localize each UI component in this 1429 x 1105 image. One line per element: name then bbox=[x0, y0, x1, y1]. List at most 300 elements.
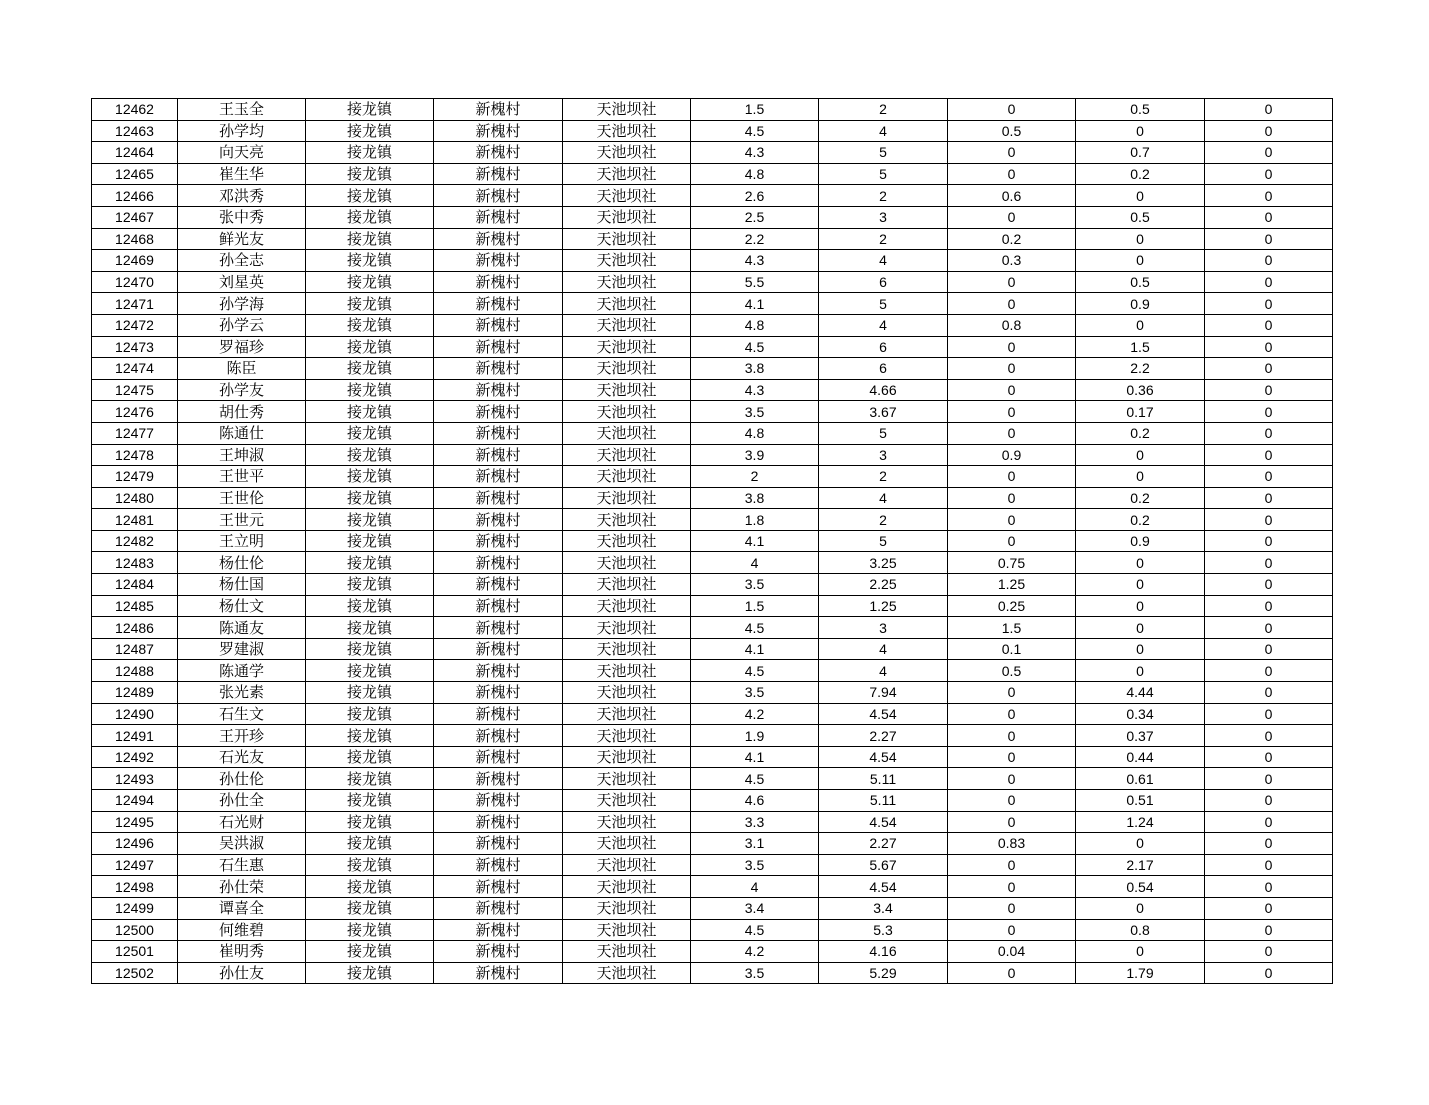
cell-group: 天池坝社 bbox=[563, 682, 691, 704]
cell-value-c: 0 bbox=[948, 99, 1076, 121]
cell-value-a: 4 bbox=[691, 876, 819, 898]
cell-town: 接龙镇 bbox=[306, 941, 434, 963]
cell-record-id: 12496 bbox=[92, 833, 178, 855]
cell-value-d: 0.5 bbox=[1076, 99, 1205, 121]
cell-group: 天池坝社 bbox=[563, 271, 691, 293]
table-row bbox=[92, 725, 1333, 747]
cell-town: 接龙镇 bbox=[306, 336, 434, 358]
cell-group: 天池坝社 bbox=[563, 422, 691, 444]
cell-value-c: 0 bbox=[948, 379, 1076, 401]
cell-value-c: 0 bbox=[948, 530, 1076, 552]
cell-value-c: 0.3 bbox=[948, 250, 1076, 272]
cell-value-e: 0 bbox=[1205, 790, 1333, 812]
cell-value-c: 0 bbox=[948, 401, 1076, 423]
cell-value-d: 0.9 bbox=[1076, 293, 1205, 315]
cell-person-name: 王世平 bbox=[178, 466, 306, 488]
cell-value-d: 0.9 bbox=[1076, 530, 1205, 552]
cell-value-d: 2.17 bbox=[1076, 854, 1205, 876]
cell-value-c: 0 bbox=[948, 509, 1076, 531]
cell-group: 天池坝社 bbox=[563, 185, 691, 207]
table-row bbox=[92, 660, 1333, 682]
cell-record-id: 12492 bbox=[92, 746, 178, 768]
table-row bbox=[92, 595, 1333, 617]
cell-value-d: 0 bbox=[1076, 638, 1205, 660]
cell-value-e: 0 bbox=[1205, 617, 1333, 639]
cell-person-name: 何维碧 bbox=[178, 919, 306, 941]
cell-group: 天池坝社 bbox=[563, 530, 691, 552]
cell-value-a: 1.8 bbox=[691, 509, 819, 531]
cell-group: 天池坝社 bbox=[563, 962, 691, 984]
cell-record-id: 12473 bbox=[92, 336, 178, 358]
cell-value-e: 0 bbox=[1205, 99, 1333, 121]
cell-village: 新槐村 bbox=[434, 163, 563, 185]
cell-person-name: 孙学友 bbox=[178, 379, 306, 401]
cell-person-name: 杨仕文 bbox=[178, 595, 306, 617]
cell-value-d: 0.7 bbox=[1076, 142, 1205, 164]
cell-value-b: 5.67 bbox=[819, 854, 948, 876]
cell-village: 新槐村 bbox=[434, 854, 563, 876]
cell-town: 接龙镇 bbox=[306, 574, 434, 596]
cell-value-e: 0 bbox=[1205, 574, 1333, 596]
cell-value-e: 0 bbox=[1205, 358, 1333, 380]
cell-value-a: 4.3 bbox=[691, 250, 819, 272]
cell-value-d: 0.17 bbox=[1076, 401, 1205, 423]
cell-village: 新槐村 bbox=[434, 422, 563, 444]
cell-value-d: 0.2 bbox=[1076, 509, 1205, 531]
cell-value-d: 0 bbox=[1076, 228, 1205, 250]
cell-person-name: 邓洪秀 bbox=[178, 185, 306, 207]
cell-value-a: 3.8 bbox=[691, 487, 819, 509]
cell-group: 天池坝社 bbox=[563, 228, 691, 250]
cell-value-b: 1.25 bbox=[819, 595, 948, 617]
cell-value-e: 0 bbox=[1205, 897, 1333, 919]
cell-value-b: 4.66 bbox=[819, 379, 948, 401]
cell-value-b: 5 bbox=[819, 142, 948, 164]
cell-value-e: 0 bbox=[1205, 746, 1333, 768]
cell-person-name: 王坤淑 bbox=[178, 444, 306, 466]
cell-value-a: 4.5 bbox=[691, 336, 819, 358]
table-row bbox=[92, 897, 1333, 919]
cell-record-id: 12479 bbox=[92, 466, 178, 488]
cell-person-name: 吴洪淑 bbox=[178, 833, 306, 855]
cell-group: 天池坝社 bbox=[563, 811, 691, 833]
cell-record-id: 12478 bbox=[92, 444, 178, 466]
cell-value-e: 0 bbox=[1205, 595, 1333, 617]
cell-value-c: 0 bbox=[948, 466, 1076, 488]
cell-value-d: 0.2 bbox=[1076, 422, 1205, 444]
cell-value-c: 0 bbox=[948, 854, 1076, 876]
cell-person-name: 罗建淑 bbox=[178, 638, 306, 660]
cell-value-b: 4 bbox=[819, 314, 948, 336]
cell-person-name: 孙学云 bbox=[178, 314, 306, 336]
cell-group: 天池坝社 bbox=[563, 509, 691, 531]
cell-record-id: 12497 bbox=[92, 854, 178, 876]
cell-group: 天池坝社 bbox=[563, 876, 691, 898]
table-row bbox=[92, 120, 1333, 142]
cell-record-id: 12501 bbox=[92, 941, 178, 963]
cell-value-c: 0 bbox=[948, 206, 1076, 228]
cell-value-c: 0.5 bbox=[948, 120, 1076, 142]
cell-record-id: 12468 bbox=[92, 228, 178, 250]
cell-record-id: 12467 bbox=[92, 206, 178, 228]
cell-value-b: 2.25 bbox=[819, 574, 948, 596]
cell-group: 天池坝社 bbox=[563, 854, 691, 876]
cell-village: 新槐村 bbox=[434, 379, 563, 401]
cell-village: 新槐村 bbox=[434, 530, 563, 552]
cell-value-b: 4 bbox=[819, 660, 948, 682]
cell-village: 新槐村 bbox=[434, 811, 563, 833]
cell-record-id: 12469 bbox=[92, 250, 178, 272]
table-row bbox=[92, 746, 1333, 768]
cell-value-b: 2.27 bbox=[819, 725, 948, 747]
cell-person-name: 谭喜全 bbox=[178, 897, 306, 919]
cell-value-c: 0 bbox=[948, 293, 1076, 315]
cell-value-b: 3.67 bbox=[819, 401, 948, 423]
cell-value-a: 4.5 bbox=[691, 768, 819, 790]
cell-town: 接龙镇 bbox=[306, 401, 434, 423]
table-row bbox=[92, 271, 1333, 293]
cell-town: 接龙镇 bbox=[306, 962, 434, 984]
cell-value-a: 4.5 bbox=[691, 660, 819, 682]
cell-value-c: 0 bbox=[948, 358, 1076, 380]
table-row bbox=[92, 185, 1333, 207]
cell-value-a: 4.1 bbox=[691, 530, 819, 552]
cell-record-id: 12498 bbox=[92, 876, 178, 898]
cell-value-b: 3.4 bbox=[819, 897, 948, 919]
cell-village: 新槐村 bbox=[434, 574, 563, 596]
cell-value-c: 0.83 bbox=[948, 833, 1076, 855]
cell-group: 天池坝社 bbox=[563, 768, 691, 790]
cell-value-a: 4.3 bbox=[691, 379, 819, 401]
cell-value-b: 3 bbox=[819, 444, 948, 466]
cell-record-id: 12493 bbox=[92, 768, 178, 790]
cell-value-c: 0.6 bbox=[948, 185, 1076, 207]
cell-village: 新槐村 bbox=[434, 401, 563, 423]
cell-group: 天池坝社 bbox=[563, 99, 691, 121]
cell-group: 天池坝社 bbox=[563, 638, 691, 660]
cell-value-a: 3.8 bbox=[691, 358, 819, 380]
cell-value-e: 0 bbox=[1205, 768, 1333, 790]
cell-record-id: 12465 bbox=[92, 163, 178, 185]
cell-record-id: 12464 bbox=[92, 142, 178, 164]
cell-value-e: 0 bbox=[1205, 336, 1333, 358]
cell-town: 接龙镇 bbox=[306, 617, 434, 639]
cell-value-d: 0.54 bbox=[1076, 876, 1205, 898]
cell-value-b: 5 bbox=[819, 293, 948, 315]
cell-value-c: 0 bbox=[948, 682, 1076, 704]
table-row bbox=[92, 487, 1333, 509]
table-row bbox=[92, 790, 1333, 812]
cell-record-id: 12500 bbox=[92, 919, 178, 941]
cell-value-d: 0.37 bbox=[1076, 725, 1205, 747]
cell-value-a: 2.6 bbox=[691, 185, 819, 207]
cell-value-e: 0 bbox=[1205, 466, 1333, 488]
cell-group: 天池坝社 bbox=[563, 358, 691, 380]
cell-town: 接龙镇 bbox=[306, 487, 434, 509]
cell-value-c: 1.25 bbox=[948, 574, 1076, 596]
cell-person-name: 石生惠 bbox=[178, 854, 306, 876]
cell-group: 天池坝社 bbox=[563, 746, 691, 768]
cell-value-a: 4.1 bbox=[691, 746, 819, 768]
cell-value-e: 0 bbox=[1205, 401, 1333, 423]
cell-value-b: 2 bbox=[819, 228, 948, 250]
cell-record-id: 12466 bbox=[92, 185, 178, 207]
cell-town: 接龙镇 bbox=[306, 206, 434, 228]
table-row bbox=[92, 617, 1333, 639]
cell-value-e: 0 bbox=[1205, 876, 1333, 898]
cell-value-b: 3 bbox=[819, 617, 948, 639]
table-row bbox=[92, 854, 1333, 876]
cell-value-e: 0 bbox=[1205, 142, 1333, 164]
cell-value-d: 0.34 bbox=[1076, 703, 1205, 725]
cell-town: 接龙镇 bbox=[306, 660, 434, 682]
cell-record-id: 12489 bbox=[92, 682, 178, 704]
cell-person-name: 陈通学 bbox=[178, 660, 306, 682]
cell-village: 新槐村 bbox=[434, 487, 563, 509]
cell-person-name: 孙全志 bbox=[178, 250, 306, 272]
cell-value-e: 0 bbox=[1205, 314, 1333, 336]
cell-value-e: 0 bbox=[1205, 552, 1333, 574]
cell-record-id: 12502 bbox=[92, 962, 178, 984]
cell-value-d: 0.8 bbox=[1076, 919, 1205, 941]
cell-town: 接龙镇 bbox=[306, 444, 434, 466]
cell-group: 天池坝社 bbox=[563, 163, 691, 185]
cell-value-d: 2.2 bbox=[1076, 358, 1205, 380]
cell-record-id: 12484 bbox=[92, 574, 178, 596]
cell-value-b: 4.54 bbox=[819, 811, 948, 833]
cell-village: 新槐村 bbox=[434, 962, 563, 984]
cell-group: 天池坝社 bbox=[563, 790, 691, 812]
cell-value-d: 4.44 bbox=[1076, 682, 1205, 704]
cell-record-id: 12475 bbox=[92, 379, 178, 401]
cell-value-a: 4.6 bbox=[691, 790, 819, 812]
cell-value-c: 0.2 bbox=[948, 228, 1076, 250]
cell-person-name: 孙仕友 bbox=[178, 962, 306, 984]
cell-person-name: 罗福珍 bbox=[178, 336, 306, 358]
cell-value-c: 0 bbox=[948, 142, 1076, 164]
cell-village: 新槐村 bbox=[434, 271, 563, 293]
cell-group: 天池坝社 bbox=[563, 660, 691, 682]
cell-town: 接龙镇 bbox=[306, 99, 434, 121]
cell-record-id: 12463 bbox=[92, 120, 178, 142]
table-row bbox=[92, 250, 1333, 272]
cell-value-e: 0 bbox=[1205, 962, 1333, 984]
cell-village: 新槐村 bbox=[434, 185, 563, 207]
cell-value-d: 0 bbox=[1076, 185, 1205, 207]
cell-village: 新槐村 bbox=[434, 314, 563, 336]
table-row bbox=[92, 358, 1333, 380]
cell-value-d: 1.24 bbox=[1076, 811, 1205, 833]
cell-person-name: 杨仕国 bbox=[178, 574, 306, 596]
cell-value-b: 5.11 bbox=[819, 768, 948, 790]
cell-value-e: 0 bbox=[1205, 163, 1333, 185]
cell-person-name: 鲜光友 bbox=[178, 228, 306, 250]
cell-value-d: 0 bbox=[1076, 897, 1205, 919]
cell-town: 接龙镇 bbox=[306, 293, 434, 315]
cell-village: 新槐村 bbox=[434, 120, 563, 142]
cell-value-c: 0.25 bbox=[948, 595, 1076, 617]
cell-person-name: 陈通友 bbox=[178, 617, 306, 639]
cell-record-id: 12482 bbox=[92, 530, 178, 552]
cell-value-a: 4.5 bbox=[691, 617, 819, 639]
table-row bbox=[92, 768, 1333, 790]
cell-record-id: 12485 bbox=[92, 595, 178, 617]
table-row bbox=[92, 466, 1333, 488]
table-row bbox=[92, 552, 1333, 574]
cell-town: 接龙镇 bbox=[306, 768, 434, 790]
cell-value-c: 0 bbox=[948, 271, 1076, 293]
cell-group: 天池坝社 bbox=[563, 595, 691, 617]
cell-value-c: 0 bbox=[948, 768, 1076, 790]
table-row bbox=[92, 962, 1333, 984]
cell-value-e: 0 bbox=[1205, 271, 1333, 293]
cell-value-e: 0 bbox=[1205, 379, 1333, 401]
cell-value-a: 4.1 bbox=[691, 293, 819, 315]
cell-record-id: 12470 bbox=[92, 271, 178, 293]
cell-value-c: 0 bbox=[948, 163, 1076, 185]
cell-value-a: 4.2 bbox=[691, 941, 819, 963]
cell-village: 新槐村 bbox=[434, 660, 563, 682]
cell-record-id: 12487 bbox=[92, 638, 178, 660]
cell-value-a: 3.9 bbox=[691, 444, 819, 466]
data-table bbox=[91, 98, 1333, 984]
cell-value-b: 3.25 bbox=[819, 552, 948, 574]
cell-village: 新槐村 bbox=[434, 595, 563, 617]
cell-value-d: 0 bbox=[1076, 466, 1205, 488]
cell-person-name: 王世元 bbox=[178, 509, 306, 531]
cell-value-e: 0 bbox=[1205, 293, 1333, 315]
cell-value-a: 2.5 bbox=[691, 206, 819, 228]
table-row bbox=[92, 163, 1333, 185]
cell-town: 接龙镇 bbox=[306, 638, 434, 660]
cell-value-b: 4.54 bbox=[819, 876, 948, 898]
table-row bbox=[92, 444, 1333, 466]
cell-value-d: 0.36 bbox=[1076, 379, 1205, 401]
cell-value-a: 3.5 bbox=[691, 682, 819, 704]
cell-town: 接龙镇 bbox=[306, 897, 434, 919]
cell-value-e: 0 bbox=[1205, 725, 1333, 747]
cell-value-b: 4 bbox=[819, 638, 948, 660]
table-row bbox=[92, 99, 1333, 121]
cell-person-name: 张光素 bbox=[178, 682, 306, 704]
cell-town: 接龙镇 bbox=[306, 379, 434, 401]
cell-value-b: 5.3 bbox=[819, 919, 948, 941]
cell-value-b: 4 bbox=[819, 487, 948, 509]
cell-value-b: 2.27 bbox=[819, 833, 948, 855]
cell-group: 天池坝社 bbox=[563, 941, 691, 963]
cell-town: 接龙镇 bbox=[306, 833, 434, 855]
cell-group: 天池坝社 bbox=[563, 725, 691, 747]
cell-value-d: 0 bbox=[1076, 833, 1205, 855]
cell-value-c: 0.1 bbox=[948, 638, 1076, 660]
cell-value-d: 0 bbox=[1076, 595, 1205, 617]
cell-village: 新槐村 bbox=[434, 897, 563, 919]
cell-group: 天池坝社 bbox=[563, 897, 691, 919]
cell-group: 天池坝社 bbox=[563, 703, 691, 725]
cell-record-id: 12488 bbox=[92, 660, 178, 682]
cell-town: 接龙镇 bbox=[306, 703, 434, 725]
cell-value-c: 0 bbox=[948, 746, 1076, 768]
cell-value-c: 0 bbox=[948, 876, 1076, 898]
cell-person-name: 王世伦 bbox=[178, 487, 306, 509]
cell-person-name: 孙仕全 bbox=[178, 790, 306, 812]
cell-value-c: 0.9 bbox=[948, 444, 1076, 466]
cell-group: 天池坝社 bbox=[563, 142, 691, 164]
cell-value-c: 0 bbox=[948, 487, 1076, 509]
cell-value-b: 2 bbox=[819, 185, 948, 207]
cell-value-d: 0 bbox=[1076, 120, 1205, 142]
cell-value-d: 0 bbox=[1076, 660, 1205, 682]
cell-village: 新槐村 bbox=[434, 746, 563, 768]
cell-village: 新槐村 bbox=[434, 336, 563, 358]
cell-group: 天池坝社 bbox=[563, 120, 691, 142]
cell-village: 新槐村 bbox=[434, 768, 563, 790]
cell-value-c: 0.5 bbox=[948, 660, 1076, 682]
cell-person-name: 向天亮 bbox=[178, 142, 306, 164]
cell-village: 新槐村 bbox=[434, 876, 563, 898]
cell-value-a: 3.5 bbox=[691, 854, 819, 876]
cell-person-name: 王立明 bbox=[178, 530, 306, 552]
cell-village: 新槐村 bbox=[434, 250, 563, 272]
cell-village: 新槐村 bbox=[434, 142, 563, 164]
cell-value-c: 0.04 bbox=[948, 941, 1076, 963]
table-row bbox=[92, 379, 1333, 401]
table-row bbox=[92, 833, 1333, 855]
cell-town: 接龙镇 bbox=[306, 142, 434, 164]
cell-village: 新槐村 bbox=[434, 638, 563, 660]
cell-value-c: 1.5 bbox=[948, 617, 1076, 639]
table-row bbox=[92, 401, 1333, 423]
cell-town: 接龙镇 bbox=[306, 854, 434, 876]
cell-record-id: 12491 bbox=[92, 725, 178, 747]
cell-group: 天池坝社 bbox=[563, 379, 691, 401]
cell-village: 新槐村 bbox=[434, 919, 563, 941]
cell-value-b: 5.29 bbox=[819, 962, 948, 984]
cell-group: 天池坝社 bbox=[563, 617, 691, 639]
cell-village: 新槐村 bbox=[434, 617, 563, 639]
cell-value-e: 0 bbox=[1205, 422, 1333, 444]
cell-value-b: 4 bbox=[819, 120, 948, 142]
cell-group: 天池坝社 bbox=[563, 919, 691, 941]
cell-value-a: 3.4 bbox=[691, 897, 819, 919]
cell-group: 天池坝社 bbox=[563, 833, 691, 855]
table-row bbox=[92, 206, 1333, 228]
cell-group: 天池坝社 bbox=[563, 314, 691, 336]
table-row bbox=[92, 941, 1333, 963]
cell-value-d: 0.5 bbox=[1076, 206, 1205, 228]
cell-person-name: 石光友 bbox=[178, 746, 306, 768]
cell-value-e: 0 bbox=[1205, 660, 1333, 682]
cell-town: 接龙镇 bbox=[306, 271, 434, 293]
cell-town: 接龙镇 bbox=[306, 250, 434, 272]
cell-value-a: 4.3 bbox=[691, 142, 819, 164]
cell-village: 新槐村 bbox=[434, 725, 563, 747]
cell-group: 天池坝社 bbox=[563, 401, 691, 423]
cell-village: 新槐村 bbox=[434, 206, 563, 228]
cell-town: 接龙镇 bbox=[306, 811, 434, 833]
cell-value-a: 4.8 bbox=[691, 422, 819, 444]
cell-value-b: 6 bbox=[819, 358, 948, 380]
cell-town: 接龙镇 bbox=[306, 466, 434, 488]
cell-record-id: 12490 bbox=[92, 703, 178, 725]
cell-value-d: 0.44 bbox=[1076, 746, 1205, 768]
cell-person-name: 王开珍 bbox=[178, 725, 306, 747]
cell-town: 接龙镇 bbox=[306, 163, 434, 185]
table-row bbox=[92, 638, 1333, 660]
cell-value-d: 0 bbox=[1076, 574, 1205, 596]
cell-value-a: 4.5 bbox=[691, 919, 819, 941]
cell-person-name: 石生文 bbox=[178, 703, 306, 725]
